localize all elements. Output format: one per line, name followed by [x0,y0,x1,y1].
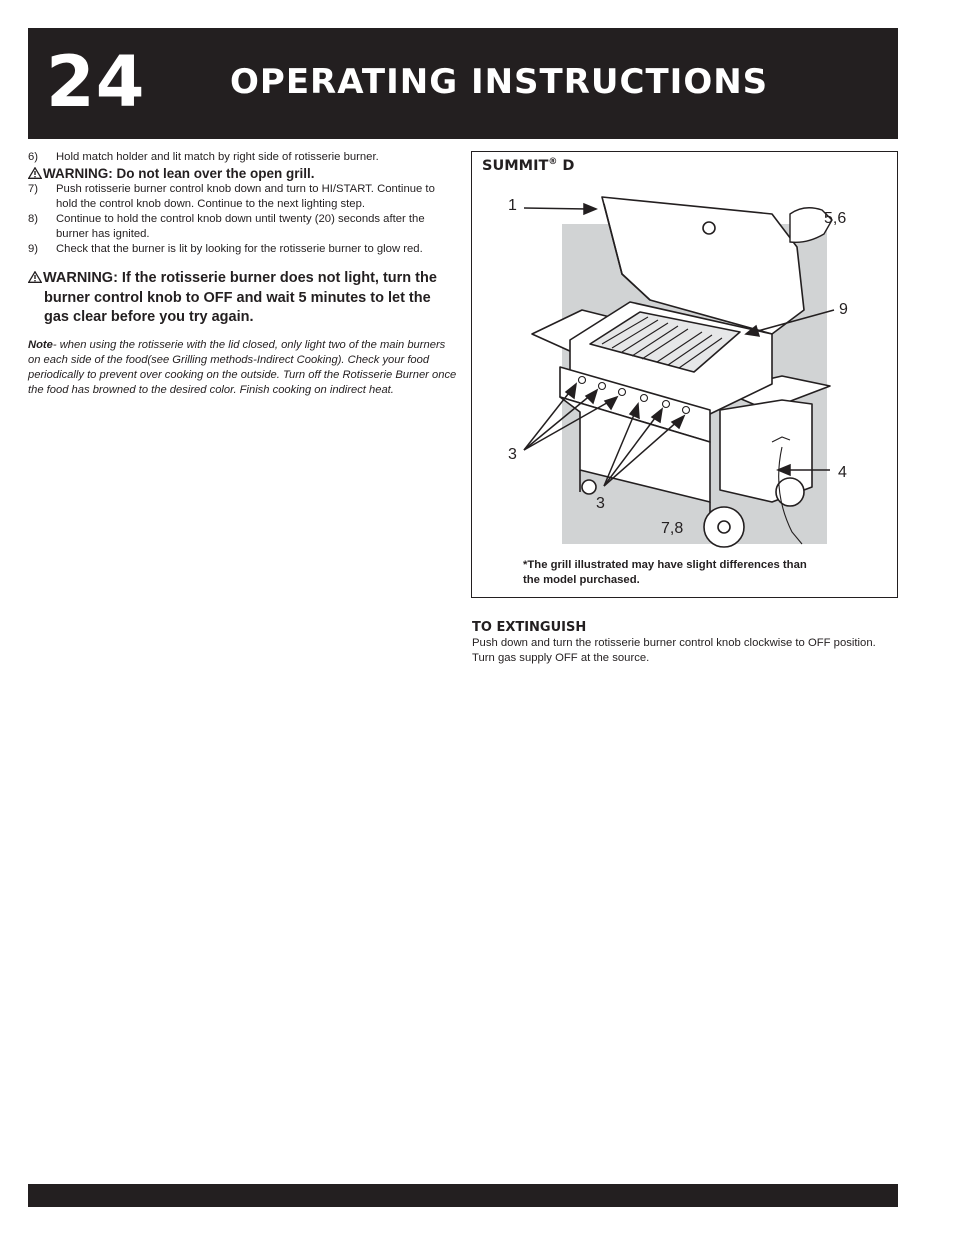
step-item [28,242,458,257]
warning-burner-text: WARNING: If the rotisserie burner does not light, turn the burner control knob to OFF and wait 5 minutes to let the gas clear before you try again. [43,270,437,325]
callout-4: 4 [838,464,847,481]
step-item [28,212,458,242]
step-number: 9) [28,243,39,255]
page-header [28,28,898,139]
callout-1: 1 [508,197,517,214]
step-number: 6) [28,151,39,163]
thermometer-icon [703,222,715,234]
callout-3-bottom: 3 [596,495,605,512]
step-text: Check that the burner is lit by looking for the rotisserie burner to glow red. [56,243,423,255]
warning-triangle-icon [28,271,42,283]
note-label: Note [28,338,53,351]
caster [582,480,596,494]
extinguish-text: Push down and turn the rotisserie burner control knob clockwise to OFF position. Turn gas supply OFF at the source. [472,637,876,664]
grill-figure [471,151,898,598]
step-item [28,182,458,212]
warning-lean-text: WARNING: Do not lean over the open grill. [43,166,315,181]
extinguish-heading: TO EXTINGUISH [472,620,587,635]
footer-bar [28,1184,898,1207]
figure-title-text: SUMMIT [482,157,549,174]
warning-lean [28,165,458,182]
step-number: 8) [28,213,39,225]
callout-7-8: 7,8 [661,520,684,537]
callout-5-6: 5,6 [824,210,847,227]
note-text: - when using the rotisserie with the lid closed, only light two of the main burners on each side of the food(see Grilling methods-Indirect Cooking). Check your food periodically to prevent over cooking on the outside. Turn off the Rotisserie Burner once the food has browned to the desired color. Finish cooking on indirect heat. [28,338,457,396]
step-number: 7) [28,183,39,195]
step-text: Hold match holder and lit match by right side of rotisserie burner. [56,151,379,163]
note-paragraph [28,338,458,398]
figure-caption: *The grill illustrated may have slight differences than the model purchased. [523,559,807,586]
step-item [28,150,458,165]
callout-9: 9 [839,301,848,318]
page-title: OPERATING INSTRUCTIONS [230,62,769,102]
instructions-column [28,150,458,398]
registered-mark: ® [548,157,558,167]
page-number: 24 [46,41,146,123]
step-text: Push rotisserie burner control knob down and turn to HI/START. Continue to hold the control knob down. Continue to the next lighting step. [56,183,435,210]
warning-burner [28,269,458,328]
front-wheel-hub [718,521,730,533]
step-text: Continue to hold the control knob down until twenty (20) seconds after the burner has ignited. [56,213,425,240]
figure-title-suffix: D [557,157,575,174]
callout-3-left: 3 [508,446,517,463]
warning-triangle-icon [28,167,42,179]
